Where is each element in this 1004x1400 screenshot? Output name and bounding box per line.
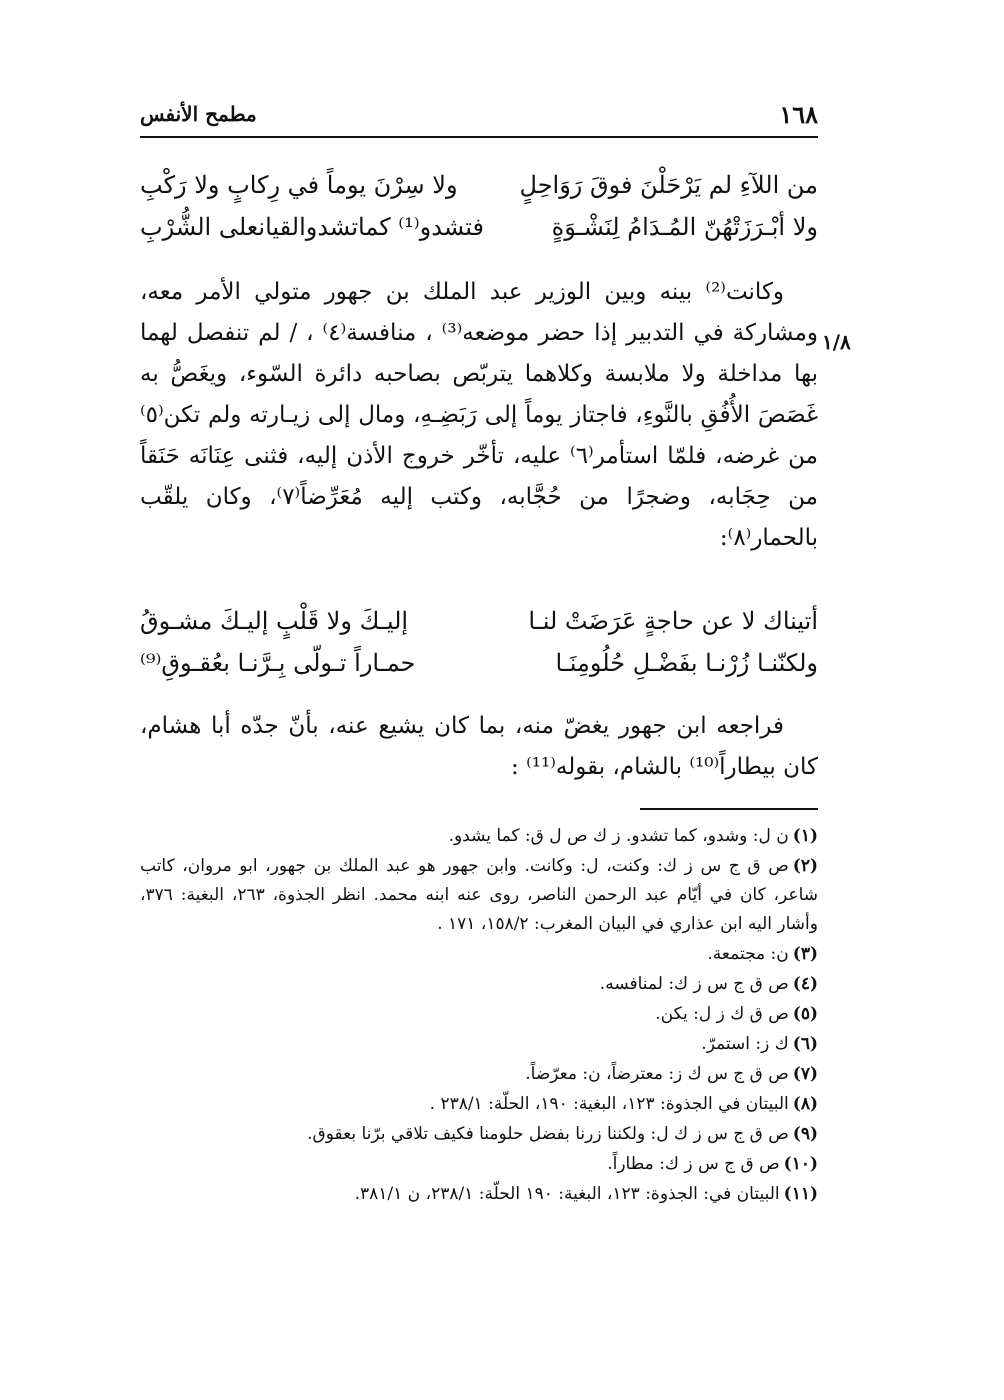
footnote-text: ك ز: استمرّ. <box>701 1034 789 1054</box>
footnote-item <box>140 1000 818 1029</box>
footnote-item <box>140 1030 818 1059</box>
footnote-number: (٢) <box>792 856 818 876</box>
verse-hemistich-first: ولكنّنـا زُرْنـا بفَضْـلِ حُلُومِنَـا <box>555 649 818 677</box>
verse-block-1 <box>140 164 818 248</box>
footnote-text: ص ق ج س ز ك: وكنت، ل: وكانت. وابن جهور هو عبد الملك بن جهور، ابو مروان، كاتب شاعر، كان في أيّام عبد الرحمن الناصر، روى عنه ابنه محمد. انظر الجذوة، ٢٦٣، البغية: ٣٧٦، وأشار اليه ابن عذاري في البيان المغرب: ١٥٨/٢، ١٧١ . <box>140 856 818 934</box>
footnote-number: (١) <box>792 826 818 846</box>
verse-hemistich-first: ولا أبْـرَزَتْهُنّ المُـدَامُ لِنَشْـوَةٍ <box>551 213 818 241</box>
verse-line <box>140 164 818 206</box>
footnote-item <box>140 1120 818 1149</box>
verse-line <box>140 642 818 684</box>
footnotes <box>140 822 818 1210</box>
footnote-number: (٣) <box>792 944 818 964</box>
footnote-item <box>140 822 818 851</box>
footnote-item <box>140 852 818 939</box>
footnote-item <box>140 1090 818 1119</box>
verse-hemistich-first: أتيناك لا عن حاجةٍ عَرَضَتْ لنـا <box>528 607 818 635</box>
footnote-text: ص ق ج س ز ك: لمنافسه. <box>599 974 789 994</box>
verse-line <box>140 206 818 248</box>
paragraph-text: فراجعه ابن جهور يغضّ منه، بما كان يشيع عنه، بأنّ جدّه أبا هشام، كان بيطاراً⁽¹⁰⁾ بالشام، بقوله⁽¹¹⁾ : <box>140 713 818 780</box>
verse-line <box>140 600 818 642</box>
footnote-text: ن: مجتمعة. <box>707 944 789 964</box>
footnote-text: البيتان في: الجذوة: ١٢٣، البغية: ١٩٠ الحلّة: ٢٣٨/١، ن ٣٨١/١. <box>354 1184 780 1204</box>
footnote-number: (٨) <box>792 1094 818 1114</box>
verse-hemistich-second: ولا سِرْنَ يوماً في رِكابٍ ولا رَكْبِ <box>140 171 458 199</box>
margin-folio-note: ١/٨ <box>822 330 851 354</box>
prose-paragraph-1 <box>140 272 818 559</box>
verse-hemistich-second: حمـاراً تـولّى بِـرَّنـا بعُقـوقِ⁽⁹⁾ <box>140 649 416 677</box>
footnote-number: (١٠) <box>783 1154 818 1174</box>
footnote-number: (٥) <box>792 1004 818 1024</box>
footnote-item <box>140 1180 818 1209</box>
footnote-number: (٤) <box>792 974 818 994</box>
paragraph-text: وكانت⁽²⁾ بينه وبين الوزير عبد الملك بن جهور متولي الأمر معه، ومشاركة في التدبير إذا حضر موضعه⁽³⁾ ، منافسة⁽٤⁾ ، / لم تنفصل لهما بها مداخلة ولا ملابسة وكلاهما يتربّص بصاحبه دائرة السّوء، ويغَصُّ به غَصَصَ الأُفُقِ بالنَّوءِ، فاجتاز يوماً إلى رَبَضِـهِ، ومال إلى زيـارته ولم تكن⁽٥⁾ من غرضه، فلمّا استأمر⁽٦⁾ عليه، تأخّر خروج الأذن إليه، فثنى عِنَانَه حَنَقاً من حِجَابه، وضجرًا من حُجَّابه، وكتب إليه مُعَرِّضاً⁽٧⁾، وكان يلقّب بالحمار⁽٨⁾: <box>140 279 818 551</box>
running-title: مطمح الأنفس <box>140 102 257 126</box>
footnote-text: البيتان في الجذوة: ١٢٣، البغية: ١٩٠، الحلّة: ٢٣٨/١ . <box>429 1094 789 1114</box>
footnote-number: (٧) <box>792 1064 818 1084</box>
verse-hemistich-first: من اللآءِ لم يَرْحَلْنَ فوقَ رَوَاحِلٍ <box>519 171 818 199</box>
header-rule <box>140 136 818 138</box>
footnote-number: (٦) <box>792 1034 818 1054</box>
footnote-item <box>140 970 818 999</box>
footnote-item <box>140 940 818 969</box>
footnote-number: (٩) <box>792 1124 818 1144</box>
verse-hemistich-second: إليـكَ ولا قَلْبٍ إليـكَ مشـوقُ <box>140 607 409 635</box>
footnote-text: ص ق ج س ك ز: معترضاً، ن: معرّضاً. <box>525 1064 789 1084</box>
footnote-number: (١١) <box>783 1184 818 1204</box>
page-header <box>140 100 818 134</box>
page-number: ١٦٨ <box>779 100 818 129</box>
footnote-text: ص ق ج س ز ك: مطاراً. <box>607 1154 780 1174</box>
footnote-item <box>140 1060 818 1089</box>
footnote-rule <box>640 808 818 810</box>
footnote-text: ن ل: وشدو، كما تشدو. ز ك ص ل ق: كما يشدو. <box>448 826 789 846</box>
verse-hemistich-second: فتشدو⁽¹⁾ كماتشدوالقيانعلى الشُّرْبِ <box>140 213 484 241</box>
footnote-item <box>140 1150 818 1179</box>
verse-block-2 <box>140 600 818 684</box>
footnote-text: ص ق ك ز ل: يكن. <box>655 1004 789 1024</box>
prose-paragraph-2 <box>140 706 818 788</box>
footnote-text: ص ق ج س ز ك ل: ولكننا زرنا بفضل حلومنا فكيف تلاقي برّنا بعقوق. <box>307 1124 789 1144</box>
